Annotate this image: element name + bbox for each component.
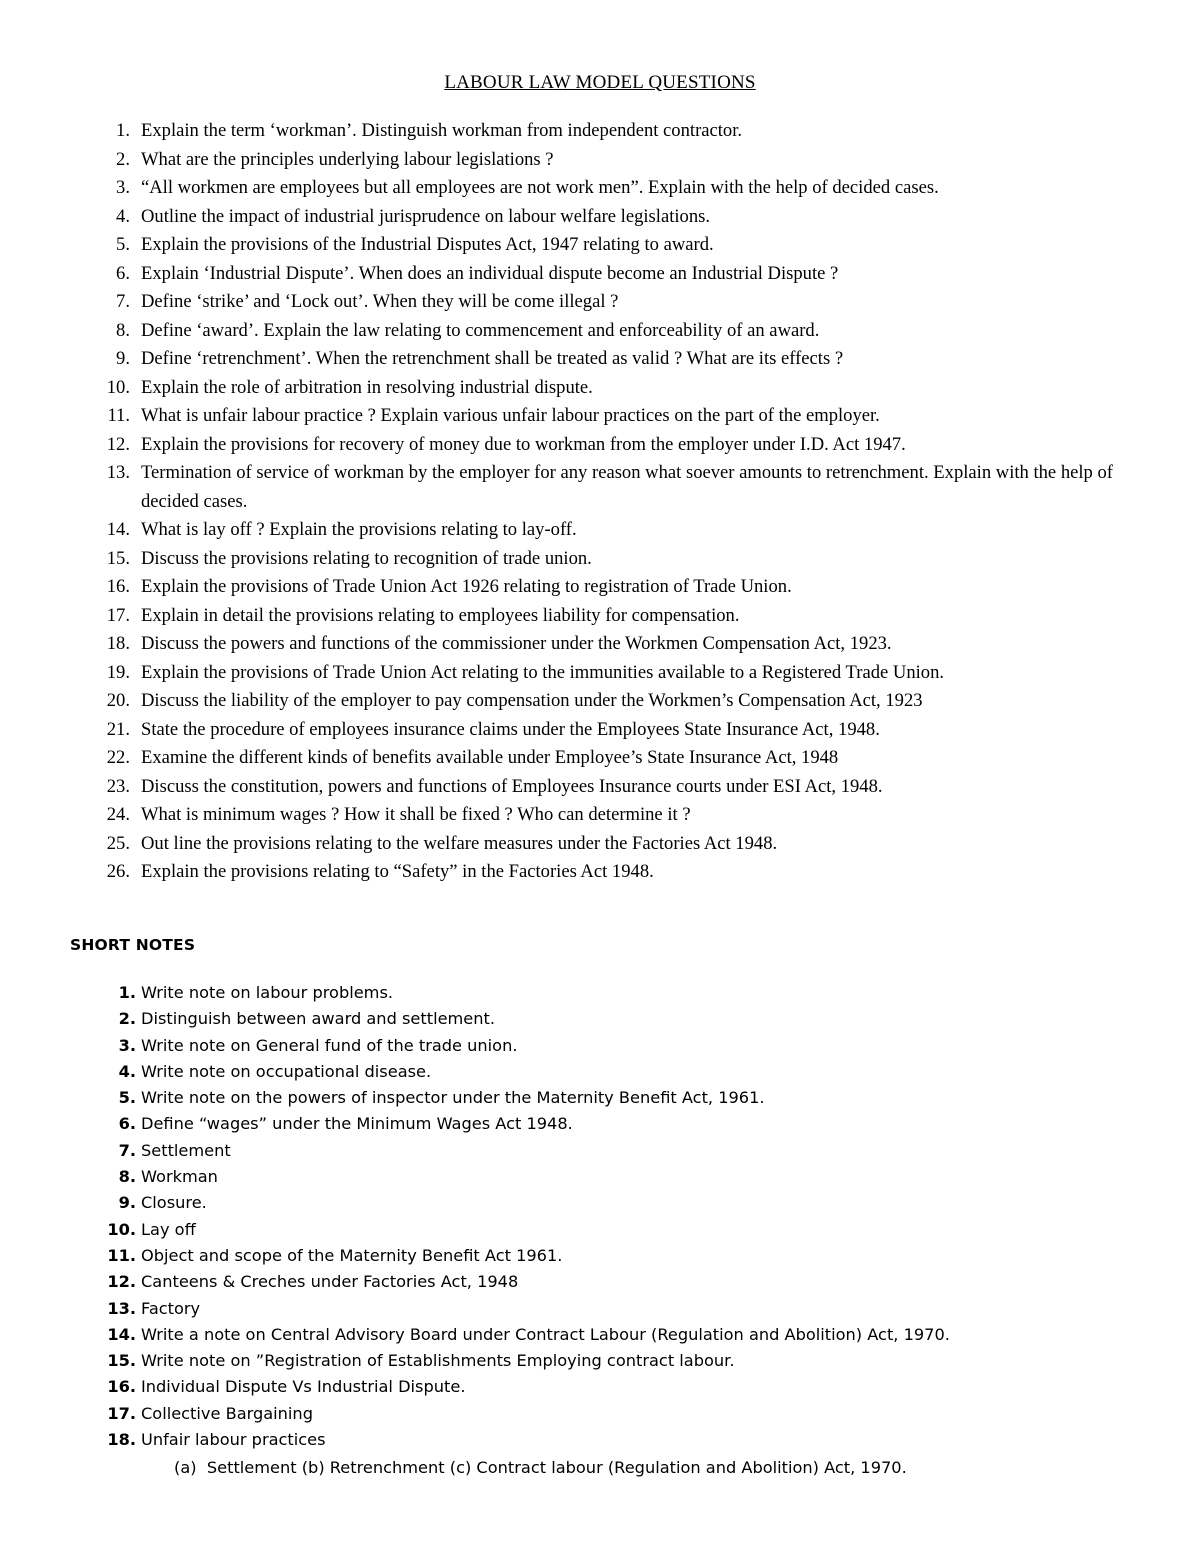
question-item [100, 744, 1140, 773]
item-text: Discuss the constitution, powers and functions of Employees Insurance courts under ESI Act, 1948. [141, 775, 883, 797]
question-item [100, 773, 1140, 802]
sub-item-label: (a) [174, 1458, 197, 1477]
item-number: 6. [116, 262, 130, 284]
item-number: 21. [106, 718, 130, 740]
item-text: Explain the term ‘workman’. Distinguish workman from independent contractor. [141, 120, 743, 141]
item-number: 20. [106, 690, 130, 711]
item-text: Write note on General fund of the trade union. [141, 1035, 518, 1055]
item-number: 3. [118, 1035, 136, 1055]
item-number: 15. [106, 547, 130, 569]
short-notes-heading: SHORT NOTES [70, 936, 196, 954]
item-number: 12. [107, 1272, 136, 1292]
item-number: 26. [106, 861, 130, 882]
item-number: 5. [116, 234, 130, 255]
question-item [100, 573, 1140, 602]
item-number: 4. [116, 205, 130, 227]
short-note-item [100, 1164, 1160, 1190]
item-number: 9. [116, 348, 130, 369]
item-number: 18. [107, 1430, 136, 1450]
question-item [100, 630, 1140, 659]
question-item [100, 602, 1140, 631]
short-note-item [100, 980, 1160, 1006]
item-number: 23. [106, 775, 130, 797]
item-number: 13. [106, 462, 130, 483]
item-text: Define ‘retrenchment’. When the retrenchment shall be treated as valid ? What are its effects ? [141, 348, 844, 369]
item-number: 14. [107, 1324, 136, 1344]
question-item [100, 117, 1140, 146]
question-item [100, 174, 1140, 203]
item-number: 17. [106, 604, 130, 626]
item-text: Explain the role of arbitration in resolving industrial dispute. [141, 376, 593, 398]
item-text: Explain in detail the provisions relating to employees liability for compensation. [141, 604, 740, 626]
question-item [100, 801, 1140, 830]
model-questions-list [100, 117, 1140, 887]
short-note-item [100, 1217, 1160, 1243]
question-item [100, 260, 1140, 289]
item-text: Closure. [141, 1193, 207, 1213]
item-text: Explain the provisions of the Industrial Disputes Act, 1947 relating to award. [141, 234, 714, 255]
item-text: Discuss the liability of the employer to pay compensation under the Workmen’s Compensation Act, 1923 [141, 690, 923, 711]
item-text: Explain the provisions of Trade Union Act relating to the immunities available to a Registered Trade Union. [141, 661, 945, 683]
item-number: 25. [106, 832, 130, 854]
item-text: Write note on ”Registration of Establishments Employing contract labour. [141, 1351, 735, 1371]
question-item [100, 545, 1140, 574]
item-text: What is lay off ? Explain the provisions relating to lay-off. [141, 519, 577, 540]
item-text: Define ‘strike’ and ‘Lock out’. When they will be come illegal ? [141, 291, 619, 312]
item-text: Explain the provisions of Trade Union Act 1926 relating to registration of Trade Union. [141, 576, 792, 597]
question-item [100, 203, 1140, 232]
item-number: 11. [107, 405, 130, 426]
sub-item-text: Settlement (b) Retrenchment (c) Contract labour (Regulation and Abolition) Act, 1970. [206, 1458, 907, 1477]
item-number: 1. [116, 120, 130, 141]
question-item [100, 431, 1140, 460]
item-number: 1. [118, 983, 136, 1002]
question-item [100, 858, 1140, 887]
question-item [100, 716, 1140, 745]
item-text: Factory [141, 1298, 201, 1318]
short-note-item [100, 1059, 1160, 1085]
question-item [100, 659, 1140, 688]
item-text: Define “wages” under the Minimum Wages Act 1948. [141, 1114, 573, 1134]
item-number: 4. [118, 1061, 136, 1081]
item-number: 9. [118, 1193, 136, 1213]
item-text: Write note on occupational disease. [141, 1061, 432, 1081]
item-number: 11. [107, 1245, 136, 1265]
item-text: What is unfair labour practice ? Explain various unfair labour practices on the part of the employer. [141, 405, 880, 426]
short-note-item [100, 1269, 1160, 1295]
item-number: 18. [106, 633, 130, 654]
short-note-item [100, 1138, 1160, 1164]
item-text: Termination of service of workman by the employer for any reason what soever amounts to retrenchment. Explain with the help of decided cases. [141, 462, 1113, 512]
short-note-item [100, 1243, 1160, 1269]
page-title: LABOUR LAW MODEL QUESTIONS [444, 72, 756, 93]
question-item [100, 146, 1140, 175]
item-number: 10. [106, 376, 130, 398]
item-number: 10. [107, 1219, 136, 1239]
item-number: 7. [118, 1140, 136, 1160]
item-number: 19. [106, 661, 130, 683]
item-number: 17. [107, 1403, 136, 1423]
short-note-item [100, 1374, 1160, 1400]
item-text: Write note on labour problems. [141, 983, 394, 1002]
question-item [100, 459, 1140, 516]
item-text: Write note on the powers of inspector under the Maternity Benefit Act, 1961. [141, 1088, 765, 1108]
question-item [100, 374, 1140, 403]
question-item [100, 830, 1140, 859]
item-number: 2. [118, 1009, 136, 1029]
question-item [100, 687, 1140, 716]
item-text: Define ‘award’. Explain the law relating to commencement and enforceability of an award. [141, 319, 820, 341]
item-text: Write a note on Central Advisory Board under Contract Labour (Regulation and Abolition) Act, 1970. [141, 1324, 950, 1344]
item-number: 16. [106, 576, 130, 597]
item-text: Workman [141, 1167, 218, 1187]
item-number: 14. [106, 519, 130, 540]
short-note-item [100, 1427, 1160, 1453]
question-item [100, 288, 1140, 317]
item-text: Out line the provisions relating to the welfare measures under the Factories Act 1948. [141, 832, 778, 854]
item-text: Individual Dispute Vs Industrial Dispute. [141, 1377, 466, 1397]
short-notes-list [100, 980, 1160, 1453]
item-text: Canteens & Creches under Factories Act, 1948 [141, 1272, 519, 1292]
short-note-item [100, 1033, 1160, 1059]
item-number: 5. [118, 1088, 136, 1108]
item-number: 16. [107, 1377, 136, 1397]
item-text: Explain ‘Industrial Dispute’. When does an individual dispute become an Industrial Dispute ? [141, 262, 839, 284]
question-item [100, 231, 1140, 260]
item-text: Discuss the powers and functions of the commissioner under the Workmen Compensation Act, 1923. [141, 633, 892, 654]
item-number: 2. [116, 148, 130, 170]
item-text: State the procedure of employees insurance claims under the Employees State Insurance Act, 1948. [141, 718, 880, 740]
item-number: 8. [118, 1167, 136, 1187]
short-notes-sub-item [174, 1455, 907, 1481]
item-text: What are the principles underlying labour legislations ? [141, 148, 554, 170]
short-note-item [100, 1348, 1160, 1374]
item-number: 13. [107, 1298, 136, 1318]
item-number: 15. [107, 1351, 136, 1371]
item-text: Collective Bargaining [141, 1403, 313, 1423]
item-text: Explain the provisions for recovery of money due to workman from the employer under I.D. Act 1947. [141, 433, 906, 455]
question-item [100, 345, 1140, 374]
item-text: “All workmen are employees but all employees are not work men”. Explain with the help of decided cases. [141, 177, 939, 198]
item-number: 8. [116, 319, 130, 341]
item-text: Examine the different kinds of benefits available under Employee’s State Insurance Act, 1948 [141, 747, 839, 768]
item-text: Distinguish between award and settlement. [141, 1009, 496, 1029]
item-text: Lay off [141, 1219, 196, 1239]
item-number: 24. [106, 804, 130, 825]
item-number: 7. [116, 291, 130, 312]
short-note-item [100, 1111, 1160, 1137]
short-note-item [100, 1296, 1160, 1322]
question-item [100, 516, 1140, 545]
question-item [100, 402, 1140, 431]
short-note-item [100, 1322, 1160, 1348]
item-text: Unfair labour practices [141, 1430, 326, 1450]
item-text: Outline the impact of industrial jurisprudence on labour welfare legislations. [141, 205, 711, 227]
short-note-item [100, 1006, 1160, 1032]
short-note-item [100, 1190, 1160, 1216]
short-note-item [100, 1085, 1160, 1111]
item-number: 12. [106, 433, 130, 455]
item-number: 6. [118, 1114, 136, 1134]
item-text: Discuss the provisions relating to recognition of trade union. [141, 547, 592, 569]
item-text: What is minimum wages ? How it shall be fixed ? Who can determine it ? [141, 804, 691, 825]
item-number: 3. [116, 177, 130, 198]
short-note-item [100, 1401, 1160, 1427]
item-text: Settlement [141, 1140, 231, 1160]
question-item [100, 317, 1140, 346]
item-number: 22. [106, 747, 130, 768]
item-text: Explain the provisions relating to “Safety” in the Factories Act 1948. [141, 861, 654, 882]
item-text: Object and scope of the Maternity Benefit Act 1961. [141, 1245, 563, 1265]
